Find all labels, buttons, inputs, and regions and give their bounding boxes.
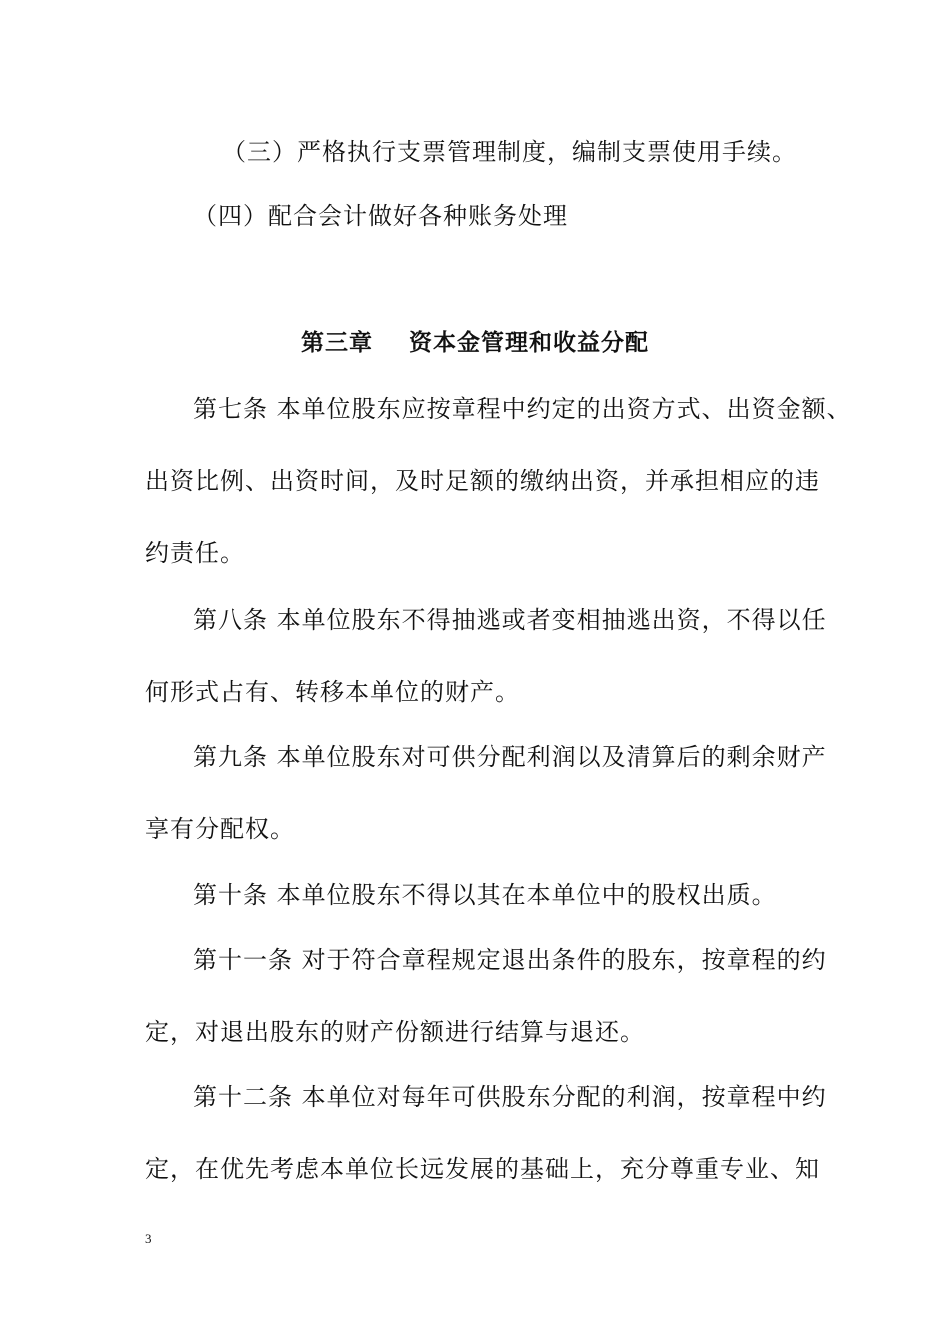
paragraph-line: 出资比例、出资时间，及时足额的缴纳出资，并承担相应的违 bbox=[145, 467, 820, 495]
paragraph-line: 享有分配权。 bbox=[145, 815, 295, 843]
paragraph-line: 定，对退出股东的财产份额进行结算与退还。 bbox=[145, 1018, 645, 1046]
paragraph-line: 约责任。 bbox=[145, 539, 245, 567]
paragraph-line: （三）严格执行支票管理制度，编制支票使用手续。 bbox=[222, 138, 797, 166]
paragraph-line: （四）配合会计做好各种账务处理 bbox=[193, 202, 568, 230]
paragraph-line: 第七条 本单位股东应按章程中约定的出资方式、出资金额、 bbox=[193, 395, 852, 423]
chapter-heading bbox=[301, 327, 649, 359]
chapter-title: 资本金管理和收益分配 bbox=[409, 330, 649, 356]
paragraph-line: 何形式占有、转移本单位的财产。 bbox=[145, 678, 520, 706]
paragraph-line: 定，在优先考虑本单位长远发展的基础上，充分尊重专业、知 bbox=[145, 1155, 820, 1183]
paragraph-line: 第十二条 本单位对每年可供股东分配的利润，按章程中约 bbox=[193, 1083, 827, 1111]
paragraph-line: 第八条 本单位股东不得抽逃或者变相抽逃出资，不得以任 bbox=[193, 606, 827, 634]
paragraph-line: 第九条 本单位股东对可供分配利润以及清算后的剩余财产 bbox=[193, 743, 827, 771]
page-number: 3 bbox=[145, 1231, 152, 1246]
paragraph-line: 第十条 本单位股东不得以其在本单位中的股权出质。 bbox=[193, 881, 777, 909]
chapter-number: 第三章 bbox=[301, 330, 373, 356]
paragraph-line: 第十一条 对于符合章程规定退出条件的股东，按章程的约 bbox=[193, 946, 827, 974]
